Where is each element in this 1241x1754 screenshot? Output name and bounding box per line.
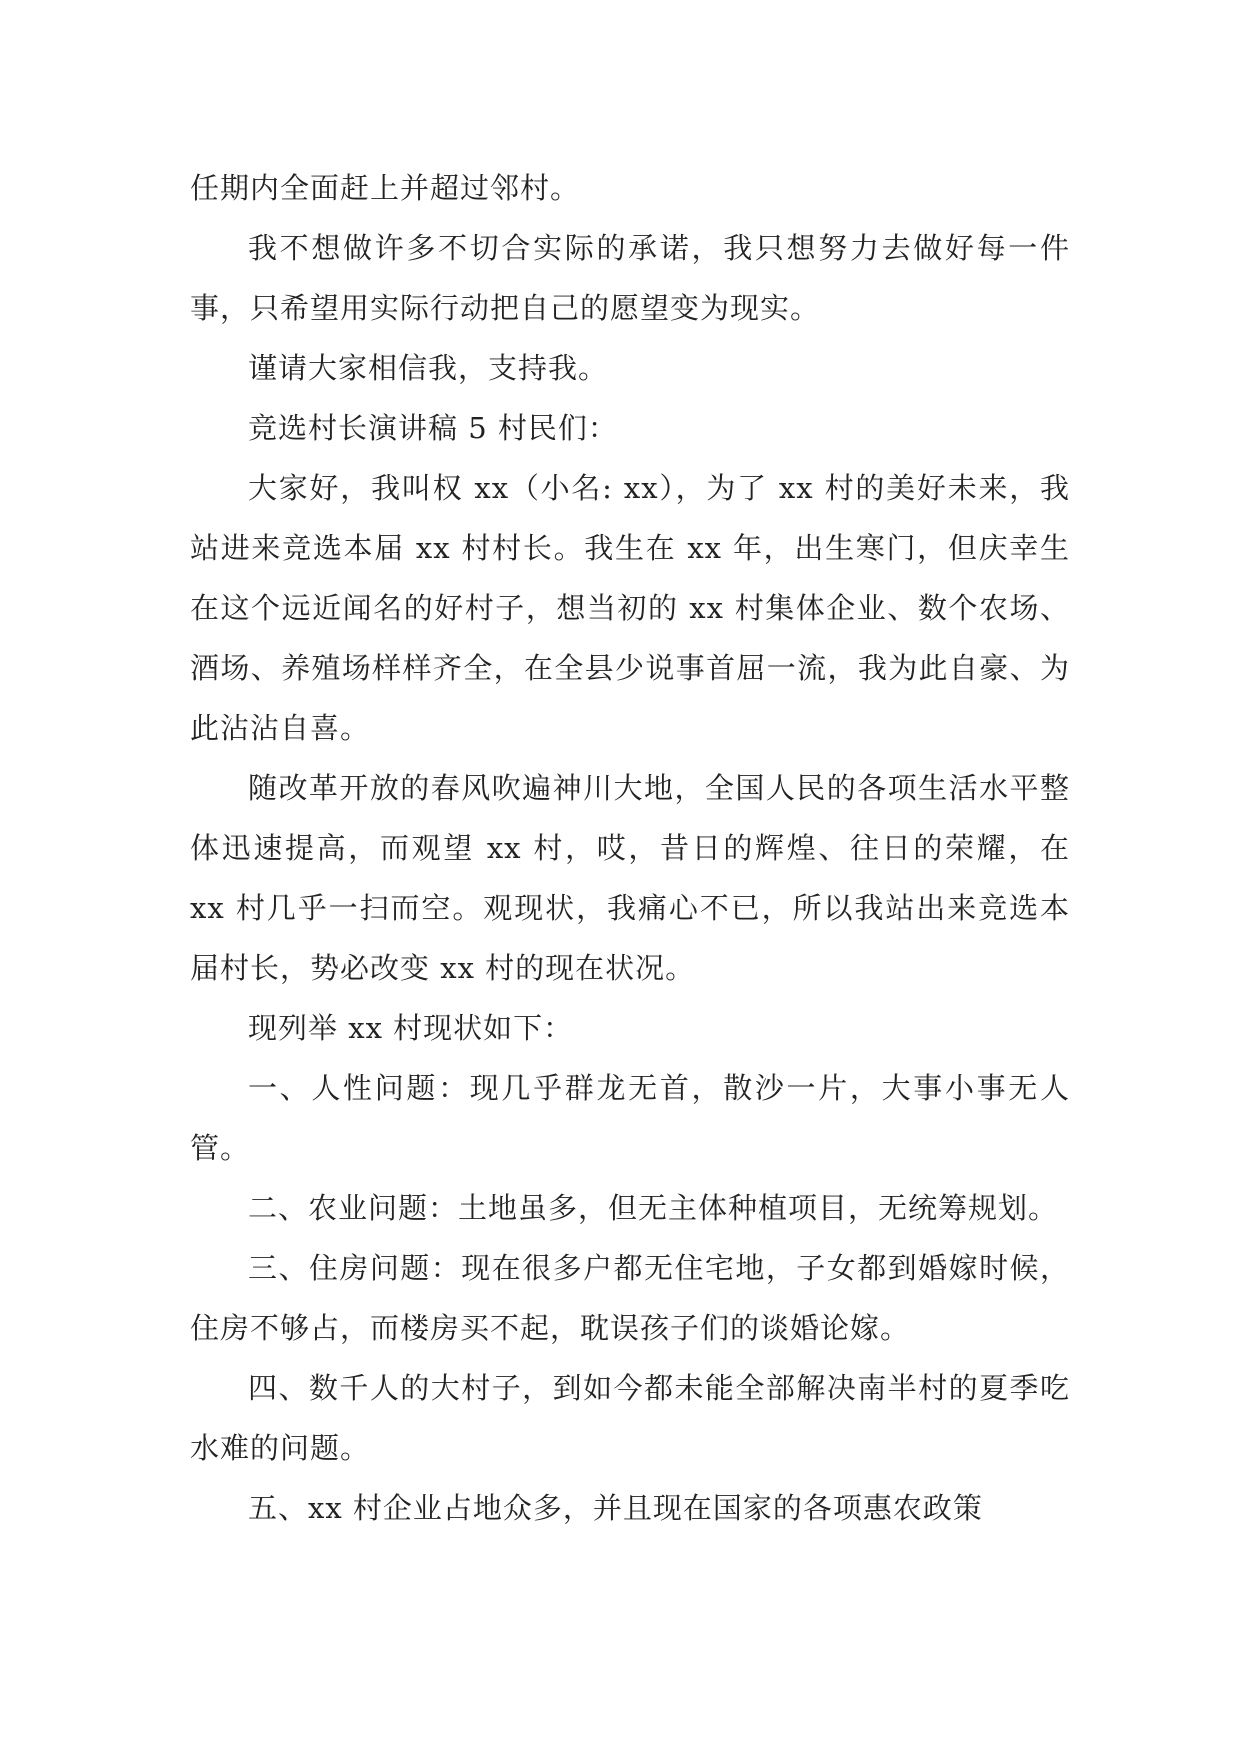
document-body	[190, 158, 1070, 1538]
section-heading: 竞选村长演讲稿 5 村民们：	[248, 411, 618, 445]
list-item-4: 四、数千人的大村子，到如今都未能全部解决南半村的夏季吃水难的问题。	[190, 1371, 1070, 1465]
list-item-5: 五、xx 村企业占地众多，并且现在国家的各项惠农政策	[248, 1491, 983, 1525]
paragraph-2: 我不想做许多不切合实际的承诺，我只想努力去做好每一件事，只希望用实际行动把自己的愿望变为现实。	[190, 231, 1070, 325]
list-item-3: 三、住房问题：现在很多户都无住宅地，子女都到婚嫁时候，住房不够占，而楼房买不起，耽误孩子们的谈婚论嫁。	[190, 1251, 1070, 1345]
paragraph-5: 大家好，我叫权 xx（小名: xx），为了 xx 村的美好未来，我站进来竞选本届 xx 村村长。我生在 xx 年，出生寒门，但庆幸生在这个远近闻名的好村子，想当初的 xx 村集体企业、数个农场、酒场、养殖场样样齐全，在全县少说事首屈一流，我为此自豪、为此沾沾自喜。	[190, 471, 1070, 745]
list-item-1: 一、人性问题：现几乎群龙无首，散沙一片，大事小事无人管。	[190, 1071, 1070, 1165]
paragraph-1: 任期内全面赶上并超过邻村。	[190, 171, 581, 205]
paragraph-7: 现列举 xx 村现状如下：	[248, 1011, 574, 1045]
list-item-2: 二、农业问题：土地虽多，但无主体种植项目，无统筹规划。	[248, 1191, 1059, 1225]
paragraph-6: 随改革开放的春风吹遍神川大地，全国人民的各项生活水平整体迅速提高，而观望 xx 村，哎，昔日的辉煌、往日的荣耀，在 xx 村几乎一扫而空。观现状，我痛心不已，所以我站出来竞选本届村长，势必改变 xx 村的现在状况。	[190, 771, 1070, 985]
paragraph-3: 谨请大家相信我，支持我。	[248, 351, 609, 385]
